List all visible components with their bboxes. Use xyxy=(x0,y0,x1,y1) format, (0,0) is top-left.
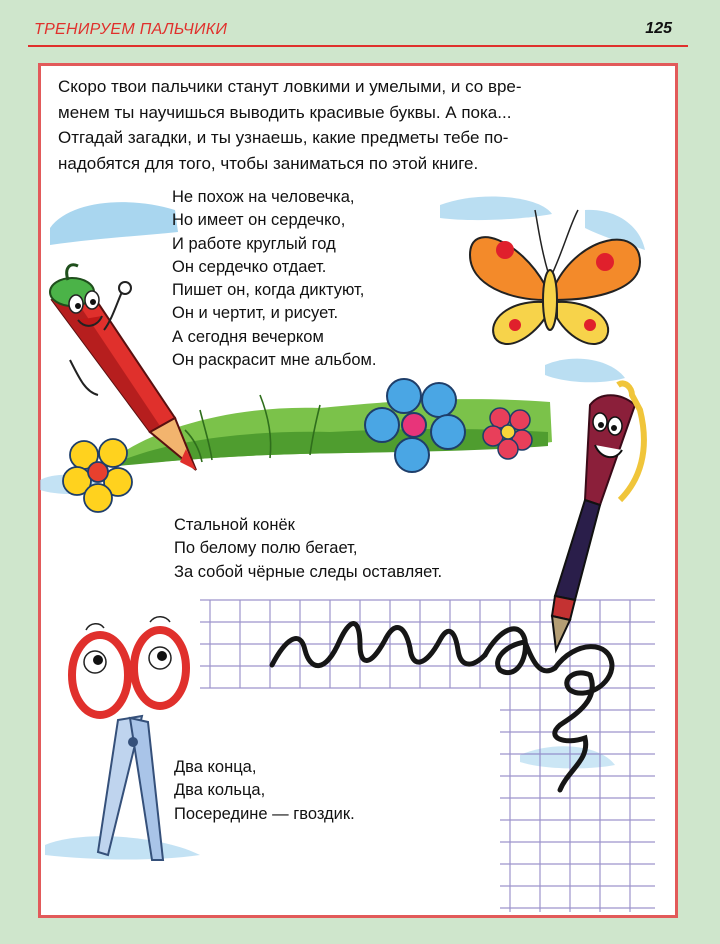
riddle-line: Пишет он, когда диктуют, xyxy=(172,281,365,300)
riddle-line: Он и чертит, и рисует. xyxy=(172,304,339,323)
riddle-line: Два конца, xyxy=(174,758,257,776)
riddle-line: Посередине — гвоздик. xyxy=(174,804,355,823)
riddle-pencil xyxy=(172,186,377,372)
riddle-line: Стальной конёк xyxy=(174,516,295,534)
riddle-line: По белому полю бегает, xyxy=(174,539,358,558)
intro-paragraph xyxy=(58,74,670,176)
riddle-line: И работе круглый год xyxy=(172,234,336,253)
scissors-character xyxy=(72,617,186,860)
riddle-line: Он сердечко отдает. xyxy=(172,257,327,276)
riddle-line: Не похож на человечка, xyxy=(172,188,355,206)
page-number: 125 xyxy=(645,20,672,37)
intro-line: Отгадай загадки, и ты узнаешь, какие предметы тебе по- xyxy=(58,128,509,147)
riddle-line: А сегодня вечерком xyxy=(172,327,324,346)
section-title: ТРЕНИРУЕМ ПАЛЬЧИКИ xyxy=(34,21,228,38)
riddle-pen xyxy=(174,514,442,584)
intro-line: менем ты научишься выводить красивые буквы. А пока... xyxy=(58,102,512,122)
riddle-line: Два кольца, xyxy=(174,781,266,800)
intro-line: надобятся для того, чтобы заниматься по этой книге. xyxy=(58,153,479,173)
riddle-line: За собой чёрные следы оставляет. xyxy=(174,562,443,581)
riddle-line: Но имеет он сердечко, xyxy=(172,211,346,230)
intro-line: Скоро твои пальчики станут ловкими и умелыми, и со вре- xyxy=(58,77,522,96)
riddle-line: Он раскрасит мне альбом. xyxy=(172,351,377,370)
riddle-scissors xyxy=(174,756,355,826)
